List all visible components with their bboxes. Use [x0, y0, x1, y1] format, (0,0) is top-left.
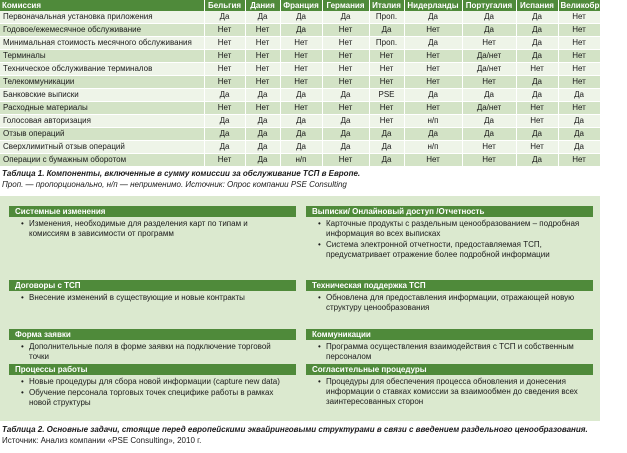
- table-cell: Нет: [245, 76, 280, 89]
- task-box-contracts: [9, 280, 296, 304]
- table-cell: Нет: [280, 50, 322, 63]
- table-cell: Нет: [204, 50, 245, 63]
- table-cell: Да: [404, 11, 462, 24]
- table-cell: н/п: [280, 154, 322, 167]
- table-cell: Да: [204, 115, 245, 128]
- table-cell: Нет: [322, 63, 369, 76]
- column-header: Бельгия: [204, 0, 245, 11]
- task-box-item: • Обновлена для предоставления информации, отражающей новую структуру ценообразования: [326, 293, 587, 313]
- table-row: [0, 50, 600, 63]
- table-cell: Да: [204, 89, 245, 102]
- task-box-title: Согласительные процедуры: [306, 364, 593, 375]
- table-cell: н/п: [404, 115, 462, 128]
- task-box-system-changes: [9, 206, 296, 240]
- row-label: Первоначальная установка приложения: [0, 11, 204, 24]
- column-header: Германия: [322, 0, 369, 11]
- task-box-item: • Внесение изменений в существующие и новые контракты: [29, 293, 290, 303]
- table-cell: Нет: [245, 24, 280, 37]
- table-cell: Нет: [558, 37, 600, 50]
- row-label: Операции с бумажным оборотом: [0, 154, 204, 167]
- table-cell: Нет: [204, 63, 245, 76]
- table-cell: Нет: [369, 76, 404, 89]
- table-cell: Нет: [204, 102, 245, 115]
- table-cell: Нет: [280, 76, 322, 89]
- table-cell: Да: [245, 154, 280, 167]
- table-cell: Нет: [462, 76, 516, 89]
- task-box-item: • Дополнительные поля в форме заявки на подключение торговой точки: [29, 342, 290, 362]
- table-cell: Нет: [322, 76, 369, 89]
- table-cell: Нет: [204, 37, 245, 50]
- table-cell: Нет: [462, 37, 516, 50]
- table-row: [0, 63, 600, 76]
- table-cell: Да: [516, 50, 558, 63]
- table-cell: Нет: [516, 141, 558, 154]
- table-cell: Да: [322, 128, 369, 141]
- table-cell: Да: [369, 141, 404, 154]
- table-cell: Нет: [322, 24, 369, 37]
- table-cell: Нет: [516, 115, 558, 128]
- table-cell: Да: [280, 11, 322, 24]
- task-box-reconciliation: [306, 364, 593, 408]
- table-cell: Да: [404, 37, 462, 50]
- table-cell: Нет: [280, 37, 322, 50]
- row-label: Телекоммуникации: [0, 76, 204, 89]
- column-header: Франция: [280, 0, 322, 11]
- row-label: Минимальная стоимость месячного обслуживания: [0, 37, 204, 50]
- table-header-row: [0, 0, 600, 11]
- task-box-statements: [306, 206, 593, 261]
- task-box-work-processes: [9, 364, 296, 409]
- row-label: Техническое обслуживание терминалов: [0, 63, 204, 76]
- task-box-title: Техническая поддержка ТСП: [306, 280, 593, 291]
- table-cell: Да: [369, 24, 404, 37]
- task-box-item: • Процедуры для обеспечения процесса обновления и донесения информации о ставках комиссии за взаимообмен до сведения всех заинтересованных сторон: [326, 377, 587, 407]
- table-cell: Да: [322, 141, 369, 154]
- table-cell: Да: [245, 89, 280, 102]
- table-cell: Да: [369, 154, 404, 167]
- table-cell: Да: [204, 141, 245, 154]
- column-header: Комиссия: [0, 0, 204, 11]
- table-cell: Да: [558, 115, 600, 128]
- task-box-title: Форма заявки: [9, 329, 296, 340]
- table-cell: Нет: [516, 63, 558, 76]
- table-row: [0, 154, 600, 167]
- table-cell: Нет: [204, 76, 245, 89]
- table1-caption-title: Таблица 1. Компоненты, включенные в сумму комиссии за обслуживание ТСП в Европе.: [2, 169, 361, 178]
- row-label: Отзыв операций: [0, 128, 204, 141]
- table-cell: Нет: [558, 76, 600, 89]
- column-header: Испания: [516, 0, 558, 11]
- table-cell: Да: [245, 141, 280, 154]
- commission-table: [0, 0, 627, 167]
- table-cell: Нет: [245, 102, 280, 115]
- table1-caption-note: Проп. — пропорционально, н/п — неприменимо. Источник: Опрос компании PSE Consulting: [2, 180, 347, 189]
- table-cell: Да: [516, 128, 558, 141]
- table-cell: Нет: [462, 154, 516, 167]
- table-cell: Нет: [558, 11, 600, 24]
- task-box-title: Коммуникации: [306, 329, 593, 340]
- table-cell: Да: [462, 89, 516, 102]
- column-header: Португалия: [462, 0, 516, 11]
- table-cell: Нет: [558, 24, 600, 37]
- table-cell: Нет: [404, 63, 462, 76]
- task-box-title: Процессы работы: [9, 364, 296, 375]
- table-cell: Да: [280, 141, 322, 154]
- row-label: Расходные материалы: [0, 102, 204, 115]
- task-box-tech-support: [306, 280, 593, 314]
- table-cell: Проп.: [369, 11, 404, 24]
- table-cell: Да: [404, 128, 462, 141]
- table-cell: Нет: [404, 102, 462, 115]
- table-cell: Нет: [404, 24, 462, 37]
- table-cell: Да: [322, 11, 369, 24]
- task-box-item: • Карточные продукты с раздельным ценообразованием – подробная информация во всех выписках: [326, 219, 587, 239]
- table-cell: Да: [516, 76, 558, 89]
- table-row: [0, 24, 600, 37]
- table-cell: Да: [404, 89, 462, 102]
- task-box-item: • Изменения, необходимые для разделения карт по типам и комиссиям в зависимости от программ: [29, 219, 290, 239]
- task-box-title: Системные изменения: [9, 206, 296, 217]
- row-label: Годовое/ежемесячное обслуживание: [0, 24, 204, 37]
- tasks-panel: [0, 196, 600, 421]
- table-cell: Да: [280, 89, 322, 102]
- table-cell: Нет: [516, 102, 558, 115]
- table-cell: Нет: [280, 102, 322, 115]
- table-row: [0, 128, 600, 141]
- table-cell: Нет: [322, 37, 369, 50]
- table-cell: Да: [322, 115, 369, 128]
- table-cell: Да: [462, 128, 516, 141]
- table2-caption-note: Источник: Анализ компании «PSE Consulting», 2010 г.: [2, 436, 202, 445]
- table2-caption: [2, 424, 598, 446]
- table-cell: Нет: [245, 63, 280, 76]
- table-cell: Да: [516, 11, 558, 24]
- task-box-title: Выписки/ Онлайновый доступ /Отчетность: [306, 206, 593, 217]
- table-cell: Да: [462, 11, 516, 24]
- table-cell: Нет: [322, 102, 369, 115]
- table-cell: Да: [558, 89, 600, 102]
- table-cell: Нет: [558, 154, 600, 167]
- table-cell: Нет: [322, 154, 369, 167]
- table-cell: Да: [280, 128, 322, 141]
- table-cell: Да/нет: [462, 63, 516, 76]
- table-cell: Да: [558, 141, 600, 154]
- table-cell: Да: [322, 89, 369, 102]
- table-cell: Да: [462, 24, 516, 37]
- table1-caption: [2, 168, 598, 190]
- table-cell: Да: [204, 128, 245, 141]
- column-header: Италия: [369, 0, 404, 11]
- table-cell: Нет: [280, 63, 322, 76]
- table-cell: Да: [280, 115, 322, 128]
- table-row: [0, 11, 600, 24]
- table-row: [0, 102, 600, 115]
- table-cell: Да: [516, 89, 558, 102]
- table-row: [0, 89, 600, 102]
- table-cell: Нет: [558, 63, 600, 76]
- table-cell: Да: [516, 24, 558, 37]
- table-cell: Да: [245, 11, 280, 24]
- table-cell: Нет: [558, 102, 600, 115]
- table2-caption-title: Таблица 2. Основные задачи, стоящие перед европейскими эквайринговыми структурами в связи с введением раздельного ценообразования.: [2, 425, 588, 434]
- table-cell: Нет: [204, 24, 245, 37]
- table-cell: Нет: [369, 102, 404, 115]
- table-cell: Нет: [245, 50, 280, 63]
- table-cell: Нет: [404, 154, 462, 167]
- table-cell: Нет: [462, 141, 516, 154]
- row-label: Банковские выписки: [0, 89, 204, 102]
- table-cell: Да/нет: [462, 50, 516, 63]
- task-box-application-form: [9, 329, 296, 363]
- table-cell: Нет: [369, 50, 404, 63]
- task-box-communications: [306, 329, 593, 363]
- table-cell: Да: [245, 128, 280, 141]
- table-cell: Проп.: [369, 37, 404, 50]
- table-cell: н/п: [404, 141, 462, 154]
- row-label: Голосовая авторизация: [0, 115, 204, 128]
- table-cell: Нет: [369, 115, 404, 128]
- task-box-item: • Обучение персонала торговых точек специфике работы в рамках новой структуры: [29, 388, 290, 408]
- table-cell: Да: [462, 115, 516, 128]
- row-label: Сверхлимитный отзыв операций: [0, 141, 204, 154]
- table-cell: Нет: [204, 154, 245, 167]
- table-cell: PSE: [369, 89, 404, 102]
- task-box-item: • Программа осуществления взаимодействия с ТСП и собственным персоналом: [326, 342, 587, 362]
- table-cell: Да: [516, 37, 558, 50]
- table-cell: Да: [245, 115, 280, 128]
- table-cell: Нет: [558, 50, 600, 63]
- table-cell: Нет: [404, 76, 462, 89]
- table-cell: Да/нет: [462, 102, 516, 115]
- table-cell: Да: [558, 128, 600, 141]
- column-header: Дания: [245, 0, 280, 11]
- table-cell: Нет: [369, 63, 404, 76]
- table-cell: Нет: [404, 50, 462, 63]
- table-cell: Нет: [322, 50, 369, 63]
- table-row: [0, 76, 600, 89]
- table-row: [0, 141, 600, 154]
- table-row: [0, 115, 600, 128]
- column-header: Нидерланды: [404, 0, 462, 11]
- column-header: Великобритания: [558, 0, 600, 11]
- task-box-title: Договоры с ТСП: [9, 280, 296, 291]
- table-row: [0, 37, 600, 50]
- table-cell: Да: [516, 154, 558, 167]
- table-cell: Да: [280, 24, 322, 37]
- table-cell: Нет: [245, 37, 280, 50]
- row-label: Терминалы: [0, 50, 204, 63]
- table-cell: Да: [369, 128, 404, 141]
- task-box-item: • Новые процедуры для сбора новой информации (capture new data): [29, 377, 290, 387]
- table-cell: Да: [204, 11, 245, 24]
- task-box-item: • Система электронной отчетности, предоставляемая ТСП, предусматривает отражение более подробной информации: [326, 240, 587, 260]
